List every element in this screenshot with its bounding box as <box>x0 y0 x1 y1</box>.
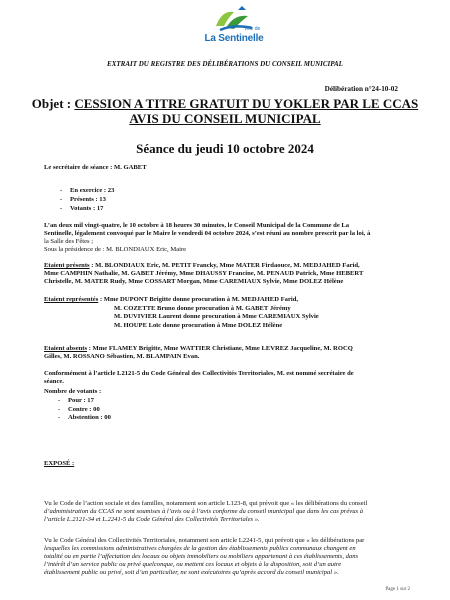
intro-line-3: la Salle des Fêtes ; <box>44 238 94 245</box>
para2-line-4: l’intérêt d’un service public ou privé quelconque, ou mettent ces locaux et objets à la disposition, soit d’un autre <box>44 561 342 568</box>
para2-line-1: Vu le Code Général des Collectivités Territoriales, notamment son article L2241-5, qui prévoit que « les délibérations par <box>44 537 365 544</box>
logo-title: La Sentinelle <box>204 33 264 44</box>
vote-contre: - Contre : 00 <box>58 406 111 415</box>
present-members-line-3: Christelle, M. MATER Rudy, Mme COSSART Morgan, Mme CAREMIAUX Sylvie, Mme DOLEZ Hélène <box>44 278 344 285</box>
para2-line-2: lesquelles les commissions administratives chargées de la gestion des établissements publics communaux changent en <box>44 545 356 552</box>
intro-presidence: Sous la présidence de : M. BLONDIAUX Eric, Maire <box>44 246 187 253</box>
vote-results <box>58 397 111 423</box>
subject-line-1: CESSION A TITRE GRATUIT DU YOKLER PAR LE CCAS <box>74 96 419 111</box>
count-exercice: - En exercice : 23 <box>60 186 114 195</box>
count-presents: - Présents : 13 <box>60 195 114 204</box>
para1-line-3: l’article L.2121-34 et L.2241-5 du Code Général des Collectivités Territoriales ». <box>44 516 260 523</box>
para1-line-2: d’administration du CCAS ne sont soumises à l’avis ou à l’avis conforme du conseil municipal que dans les cas prévus à <box>44 508 364 515</box>
session-date: Séance du jeudi 10 octobre 2024 <box>136 141 314 156</box>
page-number: Page 1 sur 2 <box>385 587 410 592</box>
member-counts <box>60 186 114 213</box>
vote-pour: - Pour : 17 <box>58 397 111 406</box>
subject-heading <box>0 96 450 126</box>
count-votants: - Votants : 17 <box>60 204 114 213</box>
subject-prefix: Objet : <box>31 96 75 111</box>
absent-label: Etaient absents <box>44 345 88 352</box>
represented-line-2: M. COZETTE Bruno donne procuration à M. GABET Jérémy <box>114 305 291 312</box>
votants-label: Nombre de votants : <box>44 388 102 395</box>
session-secretary <box>44 164 147 172</box>
para1-line-1: Vu le Code de l’action sociale et des familles, notamment son article L123-8, qui prévoit que « les délibérations du conseil <box>44 500 368 507</box>
absent-members-line-1: Etaient absents : Mme FLAMEY Brigitte, Mme WATTIER Christiane, Mme LEVREZ Jacqueline, M. ROCQ <box>44 345 353 352</box>
absent-members-line-2: Gilles, M. ROSSANO Sébastien, M. BLAMPAIN Evan. <box>44 353 200 360</box>
represented-line-3: M. DUVIVIER Laurent donne procuration à Mme CAREMIAUX Sylvie <box>114 313 319 320</box>
deliberation-number: Délibération n°24-10-02 <box>324 85 398 93</box>
present-members-line-1: Etaient présents : M. BLONDIAUX Eric, M. PETIT Francky, Mme MATER Firdaouce, M. MEDJAHED Farid, <box>44 262 360 269</box>
conformity-line-2: séance. <box>44 378 64 385</box>
para2-line-3: totalité ou en partie l’affectation des locaux ou objets immobiliers ou mobiliers appartenant à ces établissements, dans <box>44 553 359 560</box>
city-logo <box>204 4 264 48</box>
para2-line-5: établissement public ou privé, soit d’un particulier, ne sont exécutoires qu’après accord du conseil municipal ». <box>44 569 339 576</box>
logo-subtitle: Ville de <box>244 26 261 32</box>
register-extract-title: EXTRAIT DU REGISTRE DES DÉLIBÉRATIONS DU CONSEIL MUNICIPAL <box>107 60 343 68</box>
present-label: Etaient présents <box>44 262 90 269</box>
present-members-line-2: Mme CAMPHIN Nathalie, M. GABET Jérémy, Mme DHAUSSY Francine, M. PENAUD Patrick, Mme HEBERT <box>44 270 364 277</box>
represented-line-1: Etaient représentés : Mme DUPONT Brigitte donne procuration à M. MEDJAHED Farid, <box>44 296 299 303</box>
conformity-line-1: Conformément à l’article L2121-5 du Code Général des Collectivités Territoriales, M. est nommé secrétaire de <box>44 370 354 377</box>
represented-line-4: M. HOUPE Loïc donne procuration à Mme DOLEZ Hélène <box>114 322 283 329</box>
intro-line-2: Sentinelle, légalement convoqué par le Maire le vendredi 04 octobre 2024, s’est réuni au nombre prescrit par la loi, à <box>44 230 371 237</box>
represented-label: Etaient représentés <box>44 296 99 303</box>
expose-heading: EXPOSÉ : <box>44 460 75 467</box>
secretary-label: Le secrétaire de séance : <box>44 164 114 171</box>
vote-abstention: - Abstention : 00 <box>58 414 111 423</box>
secretary-value: M. GABET <box>114 164 147 171</box>
intro-line-1: L’an deux mil vingt-quatre, le 10 octobre à 18 heures 30 minutes, le Conseil Municipal de la Commune de La <box>44 222 350 229</box>
subject-line-2: AVIS DU CONSEIL MUNICIPAL <box>129 111 321 126</box>
